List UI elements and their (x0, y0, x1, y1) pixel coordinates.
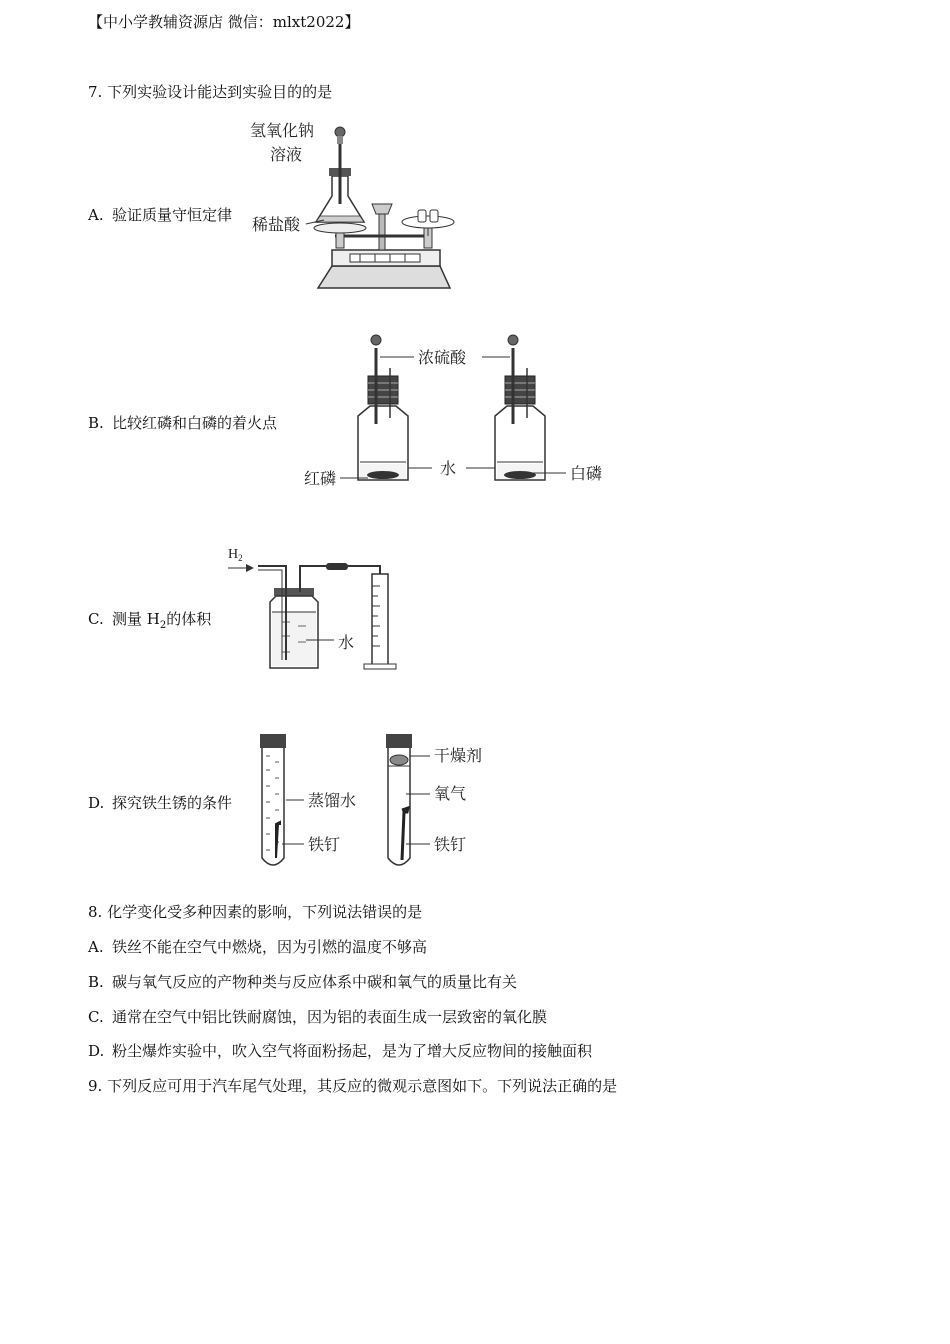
q8-option-a[interactable] (88, 937, 427, 957)
option-text-sub: 2 (159, 620, 167, 631)
option-text-pre: 测量 H (112, 610, 160, 628)
label-water: 水 (440, 459, 457, 478)
q8-option-d[interactable] (88, 1041, 592, 1061)
option-letter: B. (88, 973, 104, 991)
figure-c-gas-collection (222, 540, 412, 675)
figure-b-bottles (300, 328, 620, 493)
option-letter: C. (88, 610, 104, 628)
q7-option-b[interactable] (88, 413, 277, 433)
figure-a-balance (240, 118, 460, 298)
label-oxygen: 氧气 (434, 784, 467, 803)
question-9-stem: 9. 下列反应可用于汽车尾气处理，其反应的微观示意图如下。下列说法正确的是 (88, 1077, 618, 1095)
q8-option-c[interactable] (88, 1007, 547, 1027)
label-desiccant: 干燥剂 (434, 746, 483, 765)
option-text: 铁丝不能在空气中燃烧，因为引燃的温度不够高 (112, 938, 428, 956)
label-h2: $H_2$ (228, 547, 243, 563)
question-8-stem: 8. 化学变化受多种因素的影响，下列说法错误的是 (88, 903, 423, 921)
q7-option-a[interactable] (88, 205, 232, 225)
option-letter: D. (88, 794, 105, 812)
page-header: 【中小学教辅资源店 微信：mlxt2022】 (88, 13, 360, 31)
question-7-stem: 7. 下列实验设计能达到实验目的的是 (88, 83, 333, 101)
label-red-phosphorus: 红磷 (304, 469, 337, 488)
option-text: 通常在空气中铝比铁耐腐蚀，因为铝的表面生成一层致密的氧化膜 (112, 1008, 548, 1026)
label-hcl: 稀盐酸 (252, 215, 301, 234)
label-water-c: 水 (338, 633, 355, 652)
label-naoh-2: 溶液 (270, 145, 303, 164)
figure-d-test-tubes (250, 730, 510, 875)
label-distilled-water: 蒸馏水 (308, 791, 357, 810)
q7-option-c[interactable] (88, 609, 211, 636)
option-letter: D. (88, 1042, 105, 1060)
q8-option-b[interactable] (88, 972, 517, 992)
option-text: 探究铁生锈的条件 (112, 794, 233, 812)
option-letter: B. (88, 414, 104, 432)
label-acid: 浓硫酸 (418, 348, 467, 367)
option-letter: A. (88, 206, 104, 224)
option-text: 比较红磷和白磷的着火点 (112, 414, 278, 432)
label-naoh-1: 氢氧化钠 (250, 121, 315, 140)
option-text: 验证质量守恒定律 (112, 206, 233, 224)
option-text: 粉尘爆炸实验中，吹入空气将面粉扬起，是为了增大反应物间的接触面积 (112, 1042, 593, 1060)
option-letter: A. (88, 938, 104, 956)
option-text-post: 的体积 (166, 610, 212, 628)
option-text: 碳与氧气反应的产物种类与反应体系中碳和氧气的质量比有关 (112, 973, 518, 991)
label-white-phosphorus: 白磷 (570, 464, 603, 483)
label-iron-nail-1: 铁钉 (308, 835, 341, 854)
q7-option-d[interactable] (88, 793, 232, 813)
label-iron-nail-2: 铁钉 (434, 835, 467, 854)
option-letter: C. (88, 1008, 104, 1026)
